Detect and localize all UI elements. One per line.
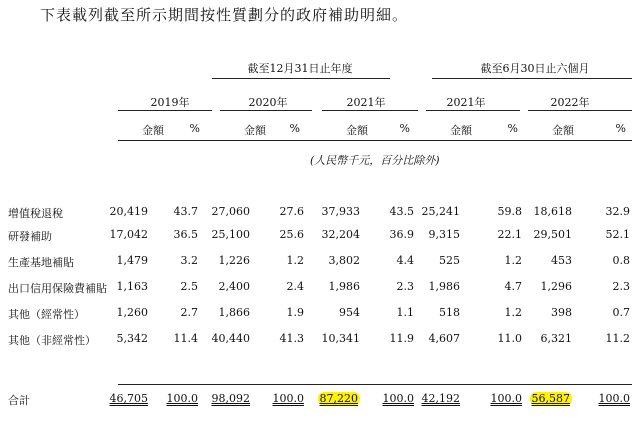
table-cell-pct: 0.7 — [612, 306, 630, 319]
table-cell-pct: 1.2 — [504, 306, 522, 319]
total-cell-amount — [306, 392, 360, 405]
col-amount: 金額 — [450, 124, 472, 137]
table-cell-pct: 36.9 — [389, 228, 414, 241]
row-label: 研發補助 — [8, 230, 52, 243]
table-cell-amount: 17,042 — [109, 228, 148, 241]
table-cell-pct: 11.0 — [497, 332, 522, 345]
col-pct: % — [289, 122, 300, 135]
total-cell-pct: 100.0 — [490, 392, 522, 405]
table-cell-amount: 1,296 — [540, 280, 572, 293]
table-cell-amount: 20,419 — [109, 205, 148, 218]
table-cell-amount: 25,241 — [421, 205, 460, 218]
total-top-rule — [118, 384, 632, 385]
table-cell-pct: 59.8 — [497, 205, 522, 218]
total-cell-pct: 100.0 — [598, 392, 630, 405]
group-rule-annual — [212, 78, 390, 79]
table-cell-amount: 954 — [339, 306, 360, 319]
intro-text: 下表載列截至所示期間按性質劃分的政府補助明細。 — [40, 6, 409, 24]
year-rule-2019 — [118, 110, 212, 111]
table-cell-pct: 2.4 — [286, 280, 304, 293]
table-cell-amount: 1,986 — [328, 280, 360, 293]
table-cell-pct: 4.7 — [504, 280, 522, 293]
table-cell-amount: 25,100 — [211, 228, 250, 241]
table-cell-pct: 3.2 — [180, 254, 198, 267]
table-cell-pct: 4.4 — [396, 254, 414, 267]
total-cell-amount: 98,092 — [211, 392, 250, 405]
highlighted-value: 87,220 — [319, 392, 358, 405]
table-cell-pct: 41.3 — [279, 332, 304, 345]
table-cell-pct: 1.1 — [396, 306, 414, 319]
unit-note: (人民幣千元，百分比除外) — [310, 154, 440, 167]
table-cell-amount: 398 — [551, 306, 572, 319]
row-label: 增值稅退稅 — [8, 207, 63, 220]
highlighted-value: 56,587 — [531, 392, 570, 405]
table-cell-amount: 453 — [551, 254, 572, 267]
table-cell-pct: 43.5 — [389, 205, 414, 218]
table-cell-amount: 1,260 — [116, 306, 148, 319]
table-cell-amount: 1,479 — [116, 254, 148, 267]
col-pct: % — [399, 122, 410, 135]
row-label: 其他（經常性） — [8, 308, 85, 321]
total-label: 合計 — [8, 394, 30, 407]
table-cell-pct: 0.8 — [612, 254, 630, 267]
table-cell-amount: 1,986 — [428, 280, 460, 293]
col-amount: 金額 — [552, 124, 574, 137]
group-header-six-months: 截至6月30日止六個月 — [480, 62, 590, 75]
total-cell-pct: 100.0 — [272, 392, 304, 405]
table-cell-pct: 1.9 — [286, 306, 304, 319]
table-cell-pct: 25.6 — [279, 228, 304, 241]
table-cell-amount: 1,226 — [218, 254, 250, 267]
table-cell-amount: 518 — [439, 306, 460, 319]
year-2021-six-months: 2021年 — [446, 96, 486, 109]
col-amount: 金額 — [346, 124, 368, 137]
table-cell-pct: 2.5 — [180, 280, 198, 293]
table-cell-amount: 4,607 — [428, 332, 460, 345]
year-rule-2022 — [528, 110, 632, 111]
header-rule — [118, 140, 632, 141]
table-cell-amount: 5,342 — [116, 332, 148, 345]
table-cell-amount: 3,802 — [328, 254, 360, 267]
table-cell-amount: 18,618 — [533, 205, 572, 218]
year-2019: 2019年 — [150, 96, 190, 109]
table-cell-amount: 27,060 — [211, 205, 250, 218]
group-header-annual: 截至12月31日止年度 — [247, 62, 353, 75]
table-cell-amount: 40,440 — [211, 332, 250, 345]
table-cell-pct: 1.2 — [504, 254, 522, 267]
total-cell-amount — [518, 392, 572, 405]
table-cell-amount: 32,204 — [321, 228, 360, 241]
total-cell-pct: 100.0 — [166, 392, 198, 405]
group-rule-six-months — [432, 78, 632, 79]
table-cell-pct: 43.7 — [173, 205, 198, 218]
table-cell-amount: 525 — [439, 254, 460, 267]
table-cell-amount: 9,315 — [428, 228, 460, 241]
table-cell-pct: 2.3 — [612, 280, 630, 293]
table-cell-amount: 1,163 — [116, 280, 148, 293]
table-cell-pct: 11.4 — [173, 332, 198, 345]
row-label: 生產基地補貼 — [8, 256, 74, 269]
total-cell-amount: 46,705 — [109, 392, 148, 405]
table-cell-pct: 2.7 — [180, 306, 198, 319]
col-amount: 金額 — [142, 124, 164, 137]
col-pct: % — [189, 122, 200, 135]
table-cell-pct: 11.9 — [389, 332, 414, 345]
year-2021-annual: 2021年 — [346, 96, 386, 109]
table-cell-pct: 32.9 — [605, 205, 630, 218]
table-cell-pct: 11.2 — [605, 332, 630, 345]
year-rule-2020 — [220, 110, 312, 111]
col-pct: % — [615, 122, 626, 135]
table-cell-pct: 2.3 — [396, 280, 414, 293]
year-2020: 2020年 — [248, 96, 288, 109]
row-label: 其他（非經常性） — [8, 334, 96, 347]
table-cell-pct: 22.1 — [497, 228, 522, 241]
table-cell-amount: 1,866 — [218, 306, 250, 319]
year-rule-2021 — [322, 110, 418, 111]
table-cell-amount: 29,501 — [533, 228, 572, 241]
table-cell-amount: 37,933 — [321, 205, 360, 218]
table-cell-pct: 1.2 — [286, 254, 304, 267]
total-cell-amount: 42,192 — [421, 392, 460, 405]
col-amount: 金額 — [244, 124, 266, 137]
table-cell-amount: 10,341 — [321, 332, 360, 345]
total-cell-pct: 100.0 — [382, 392, 414, 405]
year-2022: 2022年 — [550, 96, 590, 109]
table-cell-pct: 36.5 — [173, 228, 198, 241]
table-cell-amount: 6,321 — [540, 332, 572, 345]
table-cell-pct: 52.1 — [605, 228, 630, 241]
year-rule-2021b — [426, 110, 520, 111]
table-cell-pct: 27.6 — [279, 205, 304, 218]
row-label: 出口信用保險費補貼 — [8, 282, 107, 295]
col-pct: % — [507, 122, 518, 135]
table-cell-amount: 2,400 — [218, 280, 250, 293]
